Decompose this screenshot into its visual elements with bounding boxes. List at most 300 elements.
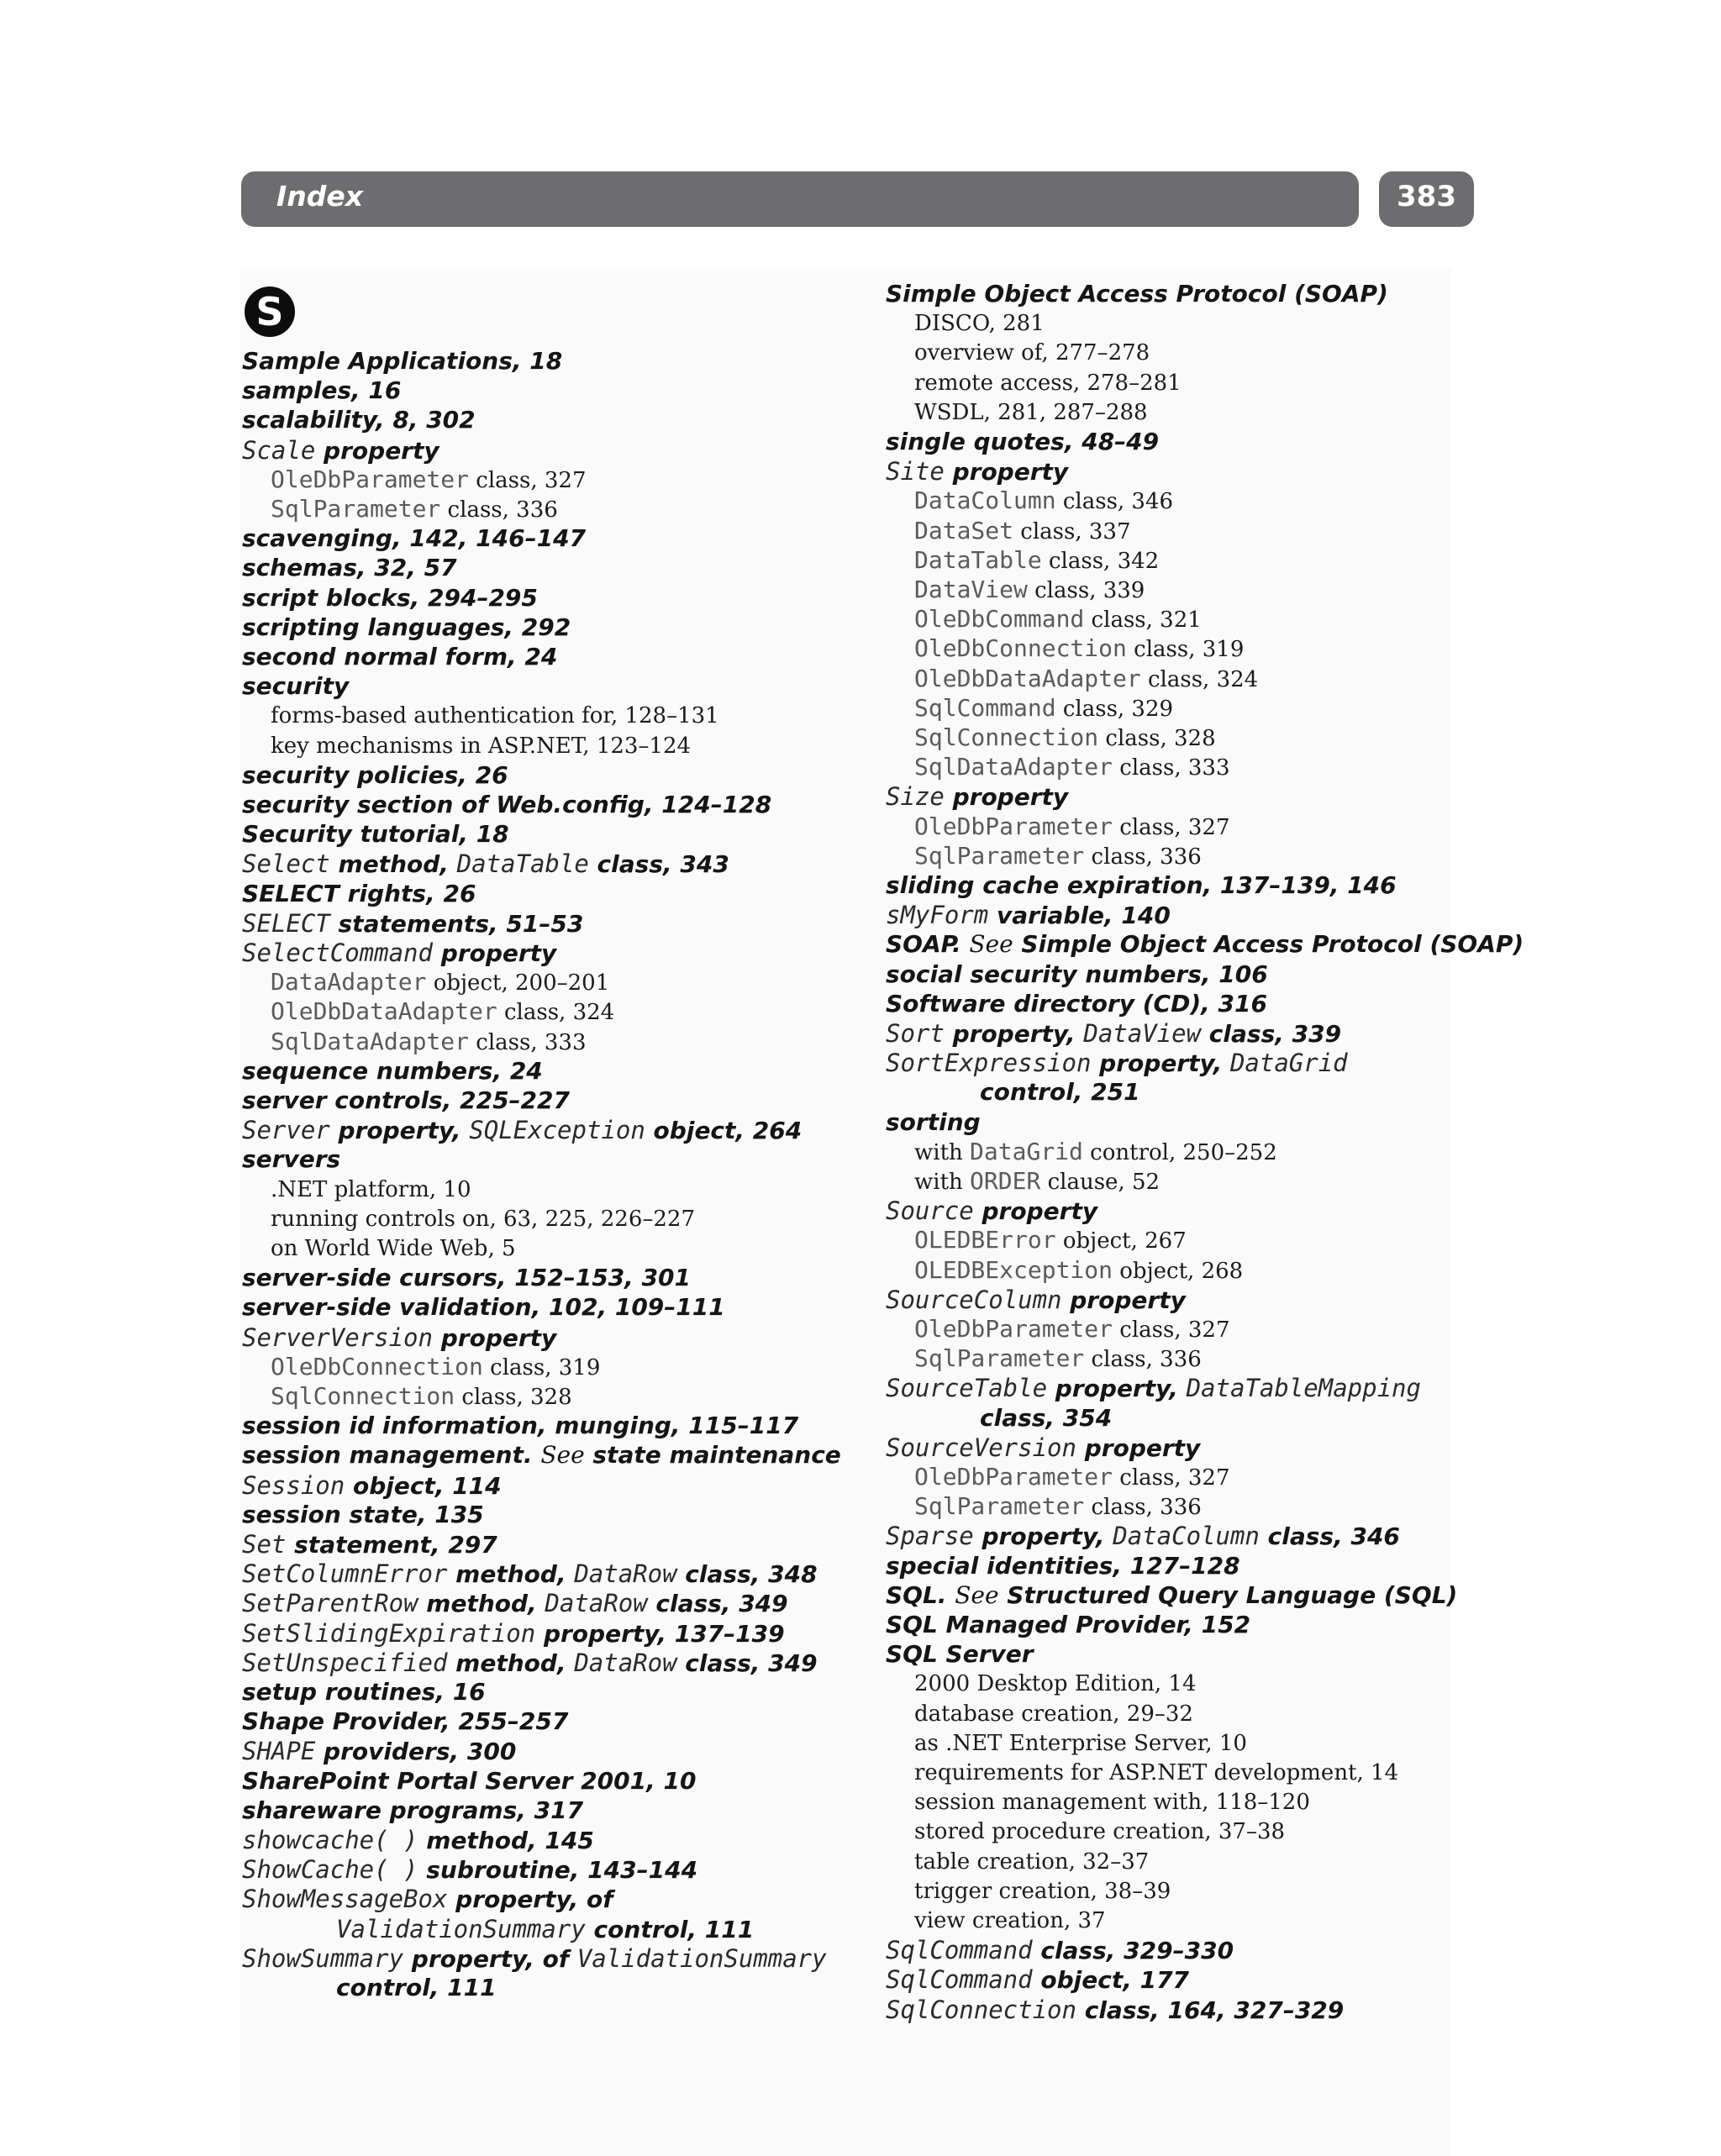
index-subentry xyxy=(886,1759,1398,1787)
code-term: DataAdapter xyxy=(271,968,427,996)
code-term: OleDbParameter xyxy=(914,1315,1113,1343)
code-term: SqlParameter xyxy=(914,1492,1085,1521)
entry-text: variable, 140 xyxy=(988,902,1171,930)
code-term: OLEDBException xyxy=(914,1255,1113,1284)
index-entry xyxy=(242,376,401,405)
entry-text: control, 250–252 xyxy=(1082,1139,1277,1165)
code-term: SetParentRow xyxy=(242,1589,418,1618)
index-entry xyxy=(886,1581,1457,1610)
code-term: ORDER xyxy=(970,1167,1041,1195)
entry-text: shareware programs, 317 xyxy=(242,1796,584,1824)
entry-text: class, 324 xyxy=(1140,666,1259,692)
index-entry xyxy=(886,1936,1234,1965)
entry-text: as .NET Enterprise Server, 10 xyxy=(914,1730,1247,1756)
index-entry xyxy=(242,524,586,553)
index-entry xyxy=(886,1108,981,1137)
index-entry xyxy=(242,1944,827,1974)
index-subentry xyxy=(242,1175,471,1204)
index-entry xyxy=(886,1611,1250,1639)
entry-text: scripting languages, 292 xyxy=(242,613,571,641)
index-subentry xyxy=(886,1700,1193,1728)
index-entry xyxy=(242,406,476,434)
index-subentry xyxy=(886,517,1131,546)
page-number-tab xyxy=(1379,171,1474,227)
index-entry xyxy=(242,1678,486,1706)
index-subentry xyxy=(242,465,587,495)
entry-text: class, 333 xyxy=(1113,755,1230,781)
index-entry xyxy=(886,1404,1112,1433)
entry-text: running controls on, 63, 225, 226–227 xyxy=(271,1206,695,1232)
entry-text: See xyxy=(540,1441,585,1470)
entry-text: session state, 135 xyxy=(242,1500,484,1528)
code-term: OLEDBError xyxy=(914,1226,1056,1254)
index-entry xyxy=(242,1855,697,1885)
code-term: Session xyxy=(242,1470,345,1500)
index-subentry xyxy=(886,1788,1310,1817)
entry-text: sorting xyxy=(886,1107,981,1136)
entry-text: view creation, 37 xyxy=(914,1908,1106,1933)
entry-text: property, xyxy=(1047,1375,1187,1403)
index-entry xyxy=(242,1116,802,1145)
index-subentry xyxy=(886,1729,1247,1758)
entry-text: class, 328 xyxy=(455,1385,572,1410)
entry-text: object, 200–201 xyxy=(426,970,610,996)
entry-text: SharePoint Portal Server 2001, 10 xyxy=(242,1766,697,1795)
entry-text: class, 333 xyxy=(469,1029,587,1055)
index-subentry xyxy=(886,1463,1230,1492)
index-entry xyxy=(242,1412,798,1440)
entry-text: Simple Object Access Protocol (SOAP) xyxy=(886,280,1388,308)
code-term: SourceVersion xyxy=(886,1433,1076,1462)
index-entry xyxy=(886,1965,1189,1995)
code-term: SqlConnection xyxy=(886,1995,1076,2024)
index-entry xyxy=(242,761,508,790)
index-entry xyxy=(886,1374,1421,1403)
code-term: ValidationSummary xyxy=(336,1914,586,1943)
index-subentry xyxy=(886,309,1045,338)
entry-text: class, 327 xyxy=(469,467,587,493)
code-term: SQLException xyxy=(469,1116,645,1145)
index-entry xyxy=(242,939,556,968)
section-letter-badge: S xyxy=(245,287,295,337)
index-subentry xyxy=(242,1382,572,1412)
index-subentry xyxy=(886,723,1216,753)
index-entry xyxy=(242,1589,788,1618)
running-header xyxy=(241,171,1359,227)
code-term: SortExpression xyxy=(886,1049,1092,1078)
entry-text: class, 327 xyxy=(1113,1465,1230,1491)
entry-text: Software directory (CD), 316 xyxy=(886,989,1267,1018)
index-entry xyxy=(886,1522,1400,1551)
code-term: SqlParameter xyxy=(271,495,441,523)
entry-text: sequence numbers, 24 xyxy=(242,1056,543,1085)
index-entry xyxy=(242,909,583,939)
entry-text: servers xyxy=(242,1145,341,1174)
code-term: DataTableMapping xyxy=(1186,1374,1421,1403)
index-subentry xyxy=(886,1492,1202,1522)
code-term: Site xyxy=(886,457,945,486)
entry-text: object, 267 xyxy=(1055,1228,1187,1254)
code-term: ServerVersion xyxy=(242,1323,433,1352)
entry-text: control, 251 xyxy=(980,1078,1140,1107)
entry-text: special identities, 127–128 xyxy=(886,1551,1240,1580)
index-entry xyxy=(242,1471,502,1501)
code-term: DataColumn xyxy=(1113,1522,1260,1551)
code-term: Select xyxy=(242,849,330,879)
index-subentry xyxy=(886,546,1159,576)
index-entry xyxy=(886,457,1068,486)
entry-text: SOAP. xyxy=(886,930,970,959)
code-term: OleDbConnection xyxy=(914,634,1127,663)
entry-text: SELECT rights, 26 xyxy=(242,879,476,907)
entry-text: security policies, 26 xyxy=(242,760,508,789)
index-entry xyxy=(886,280,1388,308)
index-subentry xyxy=(242,968,609,997)
code-term: SqlDataAdapter xyxy=(914,753,1113,781)
index-entry xyxy=(242,436,439,465)
index-entry xyxy=(242,849,729,879)
index-entry xyxy=(242,1915,754,1944)
entry-text: trigger creation, 38–39 xyxy=(914,1878,1171,1904)
code-term: SetColumnError xyxy=(242,1559,448,1589)
entry-text: SQL Managed Provider, 152 xyxy=(886,1611,1251,1638)
code-term: OleDbParameter xyxy=(914,812,1113,840)
index-subentry xyxy=(242,495,558,524)
entry-text: object, 268 xyxy=(1113,1258,1244,1284)
code-term: DataGrid xyxy=(1229,1049,1348,1078)
code-term: DataRow xyxy=(574,1559,677,1589)
index-subentry xyxy=(886,665,1258,694)
index-entry xyxy=(242,820,509,849)
entry-text: server-side cursors, 152–153, 301 xyxy=(242,1264,692,1292)
entry-text: Sample Applications, 18 xyxy=(242,347,563,375)
entry-text: Security tutorial, 18 xyxy=(242,820,509,849)
code-term: Server xyxy=(242,1116,330,1145)
index-entry xyxy=(242,1649,818,1678)
code-term: SetSlidingExpiration xyxy=(242,1618,536,1648)
index-subentry xyxy=(242,1205,695,1233)
entry-text: method, xyxy=(447,1649,575,1677)
entry-text: property, xyxy=(973,1522,1113,1551)
entry-text: property xyxy=(973,1197,1098,1226)
entry-text: clause, 52 xyxy=(1040,1170,1160,1195)
entry-text: script blocks, 294–295 xyxy=(242,583,538,612)
index-subentry xyxy=(886,1906,1106,1935)
entry-text: class, 339 xyxy=(1201,1020,1342,1048)
entry-text: class, 336 xyxy=(1084,1347,1202,1373)
index-entry xyxy=(242,1145,340,1174)
entry-text: Structured Query Language (SQL) xyxy=(998,1580,1458,1609)
entry-text: class, 164, 327–329 xyxy=(1076,1996,1345,2024)
entry-text: session management with, 118–120 xyxy=(914,1790,1310,1816)
index-entry xyxy=(242,1057,543,1086)
entry-text: sliding cache expiration, 137–139, 146 xyxy=(886,871,1397,899)
entry-text: class, 339 xyxy=(1027,578,1145,603)
code-term: Sparse xyxy=(886,1522,974,1551)
entry-text: database creation, 29–32 xyxy=(914,1701,1193,1727)
entry-text: security section of Web.config, 124–128 xyxy=(242,791,772,818)
entry-text: property xyxy=(944,783,1069,812)
entry-text: table creation, 32–37 xyxy=(914,1848,1150,1875)
entry-text: method, xyxy=(447,1560,575,1589)
entry-text: class, 349 xyxy=(676,1649,818,1677)
entry-text: class, 329 xyxy=(1055,696,1174,722)
index-subentry xyxy=(886,576,1145,605)
entry-text: See xyxy=(955,1580,999,1609)
entry-text: scavenging, 142, 146–147 xyxy=(242,524,587,553)
index-subentry xyxy=(886,1344,1202,1374)
entry-text: class, 328 xyxy=(1098,726,1216,751)
code-term: SELECT xyxy=(242,908,330,938)
index-entry xyxy=(242,1885,613,1914)
entry-text: statement, 297 xyxy=(286,1531,497,1559)
entry-text: control, 111 xyxy=(336,1974,497,2001)
index-entry xyxy=(886,1996,1344,2025)
entry-text: property, 137–139 xyxy=(535,1619,785,1648)
code-term: OleDbCommand xyxy=(914,605,1085,634)
index-subentry xyxy=(886,753,1230,782)
code-term: ShowCache( ) xyxy=(242,1855,418,1885)
index-entry xyxy=(242,1323,556,1353)
entry-text: class, 321 xyxy=(1084,607,1202,634)
index-entry xyxy=(886,1286,1186,1315)
entry-text: class, 343 xyxy=(588,850,729,879)
code-term: SourceColumn xyxy=(886,1285,1062,1314)
index-subentry xyxy=(886,812,1230,842)
entry-text: class, 327 xyxy=(1113,814,1230,840)
entry-text: property, of xyxy=(447,1885,613,1914)
index-subentry xyxy=(242,1353,600,1382)
entry-text: property xyxy=(1076,1433,1201,1462)
code-term: DataRow xyxy=(545,1589,648,1618)
entry-text: method, 145 xyxy=(418,1827,594,1854)
index-entry xyxy=(886,782,1068,812)
index-subentry xyxy=(886,634,1244,664)
index-entry xyxy=(242,1530,497,1559)
code-term: DataTable xyxy=(456,849,589,879)
entry-text: WSDL, 281, 287–288 xyxy=(914,399,1148,425)
index-subentry xyxy=(886,1315,1230,1344)
index-subentry xyxy=(886,694,1173,723)
entry-text: property xyxy=(315,436,439,465)
index-subentry xyxy=(886,1167,1160,1196)
index-entry xyxy=(242,347,562,376)
index-subentry xyxy=(886,486,1173,516)
entry-text: Shape Provider, 255–257 xyxy=(242,1707,569,1736)
index-entry xyxy=(886,960,1268,989)
code-term: Sort xyxy=(886,1019,945,1048)
index-subentry xyxy=(886,1877,1171,1906)
index-entry xyxy=(886,1019,1341,1049)
entry-text: second normal form, 24 xyxy=(242,643,558,670)
entry-text: class, 327 xyxy=(1113,1317,1230,1343)
index-entry xyxy=(242,1974,497,2002)
index-entry xyxy=(886,1433,1200,1463)
entry-text: scalability, 8, 302 xyxy=(242,406,476,434)
index-entry xyxy=(242,1826,594,1855)
index-subentry xyxy=(242,1234,516,1263)
code-term: OleDbConnection xyxy=(271,1352,483,1380)
code-term: Source xyxy=(886,1196,974,1226)
entry-text: class, 329–330 xyxy=(1032,1937,1234,1965)
index-entry xyxy=(242,1737,516,1766)
entry-text: class, 346 xyxy=(1055,489,1174,515)
index-subentry xyxy=(886,1670,1197,1698)
entry-text: with xyxy=(914,1170,971,1195)
index-entry xyxy=(242,1441,841,1470)
entry-text: class, 319 xyxy=(482,1354,601,1380)
entry-text: method, xyxy=(418,1590,545,1618)
entry-text: state maintenance xyxy=(584,1441,841,1470)
index-subentry xyxy=(886,398,1148,427)
index-entry xyxy=(242,1501,484,1529)
index-entry xyxy=(886,930,1524,959)
code-term: Size xyxy=(886,782,945,812)
index-subentry xyxy=(886,1848,1149,1876)
index-subentry xyxy=(886,605,1202,634)
code-term: SqlParameter xyxy=(914,841,1085,870)
entry-text: on World Wide Web, 5 xyxy=(271,1236,516,1261)
code-term: OleDbDataAdapter xyxy=(271,997,497,1026)
entry-text: providers, 300 xyxy=(315,1738,517,1766)
entry-text: property, of xyxy=(403,1944,577,1973)
index-entry xyxy=(242,791,771,819)
index-subentry xyxy=(242,1028,587,1057)
code-term: SourceTable xyxy=(886,1374,1048,1403)
index-subentry xyxy=(886,1138,1277,1167)
code-term: SqlCommand xyxy=(886,1936,1033,1965)
entry-text: property xyxy=(1061,1286,1186,1314)
entry-text: class, 324 xyxy=(497,1000,615,1026)
entry-text: schemas, 32, 57 xyxy=(242,554,457,582)
code-term: ShowMessageBox xyxy=(242,1885,448,1914)
entry-text: remote access, 278–281 xyxy=(914,370,1182,396)
entry-text: server controls, 225–227 xyxy=(242,1086,571,1114)
index-subentry xyxy=(886,1256,1243,1286)
entry-text: requirements for ASP.NET development, 14 xyxy=(914,1760,1399,1785)
entry-text: class, 349 xyxy=(647,1590,788,1618)
code-term: OleDbDataAdapter xyxy=(914,664,1141,692)
code-term: ValidationSummary xyxy=(576,1943,827,1973)
entry-text: class, 346 xyxy=(1259,1522,1400,1551)
entry-text: stored procedure creation, 37–38 xyxy=(914,1819,1286,1845)
index-entry xyxy=(242,1559,818,1589)
index-entry xyxy=(886,1552,1240,1580)
index-entry xyxy=(242,1293,725,1322)
index-entry xyxy=(886,428,1159,456)
index-subentry xyxy=(242,997,614,1027)
entry-text: .NET platform, 10 xyxy=(271,1176,471,1202)
code-term: DataView xyxy=(914,576,1028,603)
code-term: DataColumn xyxy=(914,486,1056,515)
entry-text: SQL Server xyxy=(886,1640,1034,1669)
code-term: SqlParameter xyxy=(914,1344,1085,1373)
entry-text: class, 336 xyxy=(440,497,558,523)
entry-text: server-side validation, 102, 109–111 xyxy=(242,1293,725,1322)
code-term: DataGrid xyxy=(970,1137,1083,1165)
index-subentry xyxy=(886,842,1202,871)
index-subentry xyxy=(242,702,719,730)
entry-text: session id information, munging, 115–117 xyxy=(242,1412,799,1440)
entry-text: class, 337 xyxy=(1013,518,1131,544)
entry-text: property xyxy=(432,939,557,967)
index-entry xyxy=(886,1640,1034,1669)
entry-text: class, 342 xyxy=(1041,548,1160,574)
entry-text: control, 111 xyxy=(585,1915,755,1943)
code-term: OleDbParameter xyxy=(914,1463,1113,1491)
code-term: SHAPE xyxy=(242,1737,316,1766)
entry-text: DISCO, 281 xyxy=(914,311,1045,337)
index-entry xyxy=(242,554,457,582)
code-term: DataView xyxy=(1083,1019,1202,1048)
index-entry xyxy=(242,613,571,642)
index-subentry xyxy=(886,369,1182,397)
index-subentry xyxy=(242,732,691,760)
entry-text: session management. xyxy=(242,1441,541,1470)
entry-text: class, 336 xyxy=(1084,844,1202,870)
code-term: SelectCommand xyxy=(242,939,433,967)
entry-text: method, xyxy=(329,850,457,879)
entry-text: property xyxy=(944,458,1069,486)
index-entry xyxy=(242,1707,568,1736)
entry-text: subroutine, 143–144 xyxy=(418,1856,698,1885)
entry-text: setup routines, 16 xyxy=(242,1678,486,1706)
entry-text: 2000 Desktop Edition, 14 xyxy=(914,1671,1197,1697)
index-entry xyxy=(886,901,1171,930)
index-entry xyxy=(242,1264,691,1292)
entry-text: with xyxy=(914,1139,971,1165)
entry-text: statements, 51–53 xyxy=(329,909,584,938)
code-term: SetUnspecified xyxy=(242,1648,448,1677)
index-entry xyxy=(886,871,1397,900)
entry-text: Simple Object Access Protocol (SOAP) xyxy=(1013,930,1524,959)
index-entry xyxy=(242,880,476,908)
code-term: OleDbParameter xyxy=(271,465,470,493)
header-title: Index xyxy=(276,180,364,213)
index-subentry xyxy=(886,339,1150,367)
code-term: DataTable xyxy=(914,545,1042,574)
entry-text: class, 348 xyxy=(676,1560,818,1589)
entry-text: property, xyxy=(329,1117,470,1145)
entry-text: property, xyxy=(1091,1049,1230,1078)
code-term: sMyForm xyxy=(886,901,989,930)
index-entry xyxy=(242,1086,570,1115)
index-entry xyxy=(242,1796,583,1825)
code-term: SqlCommand xyxy=(886,1965,1033,1995)
entry-text: See xyxy=(969,930,1013,959)
index-entry xyxy=(886,990,1267,1018)
code-term: ShowSummary xyxy=(242,1943,404,1973)
code-term: SqlConnection xyxy=(914,723,1099,751)
entry-text: social security numbers, 106 xyxy=(886,960,1268,988)
entry-text: object, 264 xyxy=(645,1117,803,1145)
code-term: DataRow xyxy=(574,1648,677,1677)
entry-text: SQL. xyxy=(886,1580,955,1609)
code-term: showcache( ) xyxy=(242,1826,418,1854)
entry-text: class, 354 xyxy=(980,1403,1113,1432)
index-subentry xyxy=(886,1817,1285,1846)
index-entry xyxy=(242,672,349,701)
entry-text: property xyxy=(432,1323,557,1352)
page-number: 383 xyxy=(1397,180,1456,213)
code-term: Scale xyxy=(242,435,316,465)
code-term: SqlCommand xyxy=(914,693,1056,722)
entry-text: object, 177 xyxy=(1032,1966,1190,1995)
entry-text: class, 319 xyxy=(1126,637,1245,663)
entry-text: object, 114 xyxy=(345,1471,502,1500)
entry-text: single quotes, 48–49 xyxy=(886,428,1160,455)
code-term: SqlDataAdapter xyxy=(271,1027,470,1055)
